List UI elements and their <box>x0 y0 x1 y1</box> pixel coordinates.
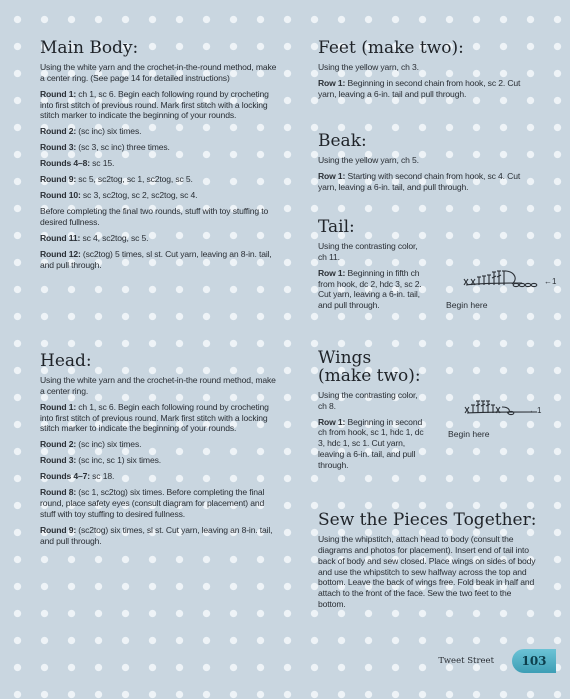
round-label: Row 1: <box>318 267 346 278</box>
paragraph-text: Using the white yarn and the crochet-in-the-round method, make a center ring. (See page 14 for detailed instructions) <box>40 61 277 83</box>
wings-begin-here-label: Begin here <box>448 429 490 439</box>
wings-paragraph <box>318 417 428 472</box>
head-paragraph <box>40 402 280 435</box>
round-label: Round 9: <box>40 524 77 535</box>
tail-paragraph <box>318 268 428 312</box>
paragraph-text: (sc inc, sc 1) six times. <box>76 455 161 466</box>
wings-heading-line-2: (make two): <box>318 365 421 386</box>
wings-heading-line-1: Wings <box>318 348 372 368</box>
feet-paragraph <box>318 62 540 73</box>
main-body-paragraph <box>40 174 280 185</box>
paragraph-text: (sc inc) six times. <box>76 126 142 137</box>
beak-section <box>318 133 540 198</box>
round-label: Row 1: <box>318 416 346 427</box>
head-heading: Head: <box>40 351 92 371</box>
main-body-paragraph <box>40 206 280 228</box>
round-label: Round 3: <box>40 142 77 153</box>
round-label: Round 8: <box>40 487 77 498</box>
tail-begin-here-label: Begin here <box>446 300 488 310</box>
paragraph-text: Beginning in second ch from hook, sc 1, hdc 1, dc 3, hdc 1, sc 1. Cut yarn, leaving a 6-in. tail, and pull through. <box>318 416 424 471</box>
sew-instructions <box>318 534 540 610</box>
main-body-paragraph <box>40 249 280 271</box>
paragraph-text: Beginning in second chain from hook, sc 2. Cut yarn, leaving a 6-in. tail and pull through. <box>318 77 521 99</box>
tail-stitch-diagram-icon <box>460 264 552 292</box>
paragraph-text: Using the white yarn and the crochet-in-the round method, make a center ring. <box>40 374 276 396</box>
paragraph-text: Using the contrasting color, ch 8. <box>318 389 418 411</box>
paragraph-text: Before completing the final two rounds, stuff with toy stuffing to desired fullness. <box>40 205 269 227</box>
paragraph-text: Using the yellow yarn, ch 5. <box>318 154 419 165</box>
wings-heading <box>318 350 428 386</box>
head-paragraph <box>40 525 280 547</box>
footer-book-title: Tweet Street <box>438 656 494 666</box>
paragraph-text: ch 1, sc 6. Begin each following round by crocheting into first stitch of previous round. Mark first stitch with a locking stitch marker to indicate the beginning of your rounds. <box>40 401 269 434</box>
feet-section <box>318 40 540 105</box>
wings-section <box>318 350 428 476</box>
head-instructions <box>40 375 280 547</box>
paragraph-text: sc 15. <box>89 158 115 169</box>
paragraph-text: ch 1, sc 6. Begin each following round by crocheting into first stitch of previous round. Mark first stitch with a locking stitch marker to indicate the beginning of your rounds. <box>40 88 269 121</box>
paragraph-text: sc 18. <box>89 471 115 482</box>
tail-stitch-diagram <box>460 264 552 292</box>
head-paragraph <box>40 375 280 397</box>
paragraph-text: (sc2tog) 5 times, sl st. Cut yarn, leaving an 8-in. tail, and pull through. <box>40 248 272 270</box>
main-body-paragraph <box>40 62 280 84</box>
main-body-paragraph <box>40 126 280 137</box>
feet-paragraph <box>318 78 540 100</box>
round-label: Round 2: <box>40 126 77 137</box>
page-number-tab <box>512 649 556 673</box>
sew-heading: Sew the Pieces Together: <box>318 510 537 530</box>
page-number: 103 <box>521 654 547 668</box>
main-body-paragraph <box>40 89 280 122</box>
paragraph-text: (sc 1, sc2tog) six times. Before completing the final round, place safety eyes (consult diagram for placement) and stuff with toy stuffing to desired fullness. <box>40 487 265 519</box>
main-body-heading: Main Body: <box>40 38 139 58</box>
wings-paragraph <box>318 390 428 412</box>
main-body-paragraph <box>40 233 280 244</box>
sew-paragraph <box>318 534 540 610</box>
round-label: Round 3: <box>40 455 77 466</box>
paragraph-text: Starting with second chain from hook, sc 4. Cut yarn, leaving a 6-in. tail, and pull through. <box>318 170 521 192</box>
round-label: Round 10: <box>40 190 81 200</box>
beak-heading: Beak: <box>318 131 367 151</box>
main-body-paragraph <box>40 142 280 153</box>
round-label: Round 1: <box>40 88 77 99</box>
main-body-section <box>40 40 280 275</box>
round-label: Round 12: <box>40 248 81 259</box>
feet-instructions <box>318 62 540 100</box>
head-paragraph <box>40 439 280 450</box>
tail-section <box>318 219 428 316</box>
head-paragraph <box>40 471 280 482</box>
wings-instructions <box>318 390 428 471</box>
paragraph-text: sc 5, sc2tog, sc 1, sc2tog, sc 5. <box>76 174 193 185</box>
paragraph-text: Using the contrasting color, ch 11. <box>318 240 418 262</box>
round-label: Round 11: <box>40 232 81 243</box>
beak-paragraph <box>318 155 540 166</box>
paragraph-text: Using the whipstitch, attach head to body (consult the diagrams and photos for placement). Insert end of tail into back of body and sew closed. Place wings on sides of body and use the whipstitch to sew halfway across the top and bottom. Leave the back of wings free. Fold beak in half and attach to the front of the face. Sew the two feet to the bottom. <box>318 533 536 610</box>
main-body-paragraph <box>40 158 280 169</box>
paragraph-text: Using the yellow yarn, ch 3. <box>318 61 419 72</box>
main-body-instructions <box>40 62 280 271</box>
head-section <box>40 353 280 552</box>
round-label: Rounds 4–7: <box>40 471 90 482</box>
round-label: Row 1: <box>318 77 346 88</box>
tail-heading: Tail: <box>318 217 355 237</box>
wings-row-arrow-label: ←1 <box>529 406 542 415</box>
beak-instructions <box>318 155 540 193</box>
paragraph-text: sc 3, sc2tog, sc 2, sc2tog, sc 4. <box>80 190 198 200</box>
head-paragraph <box>40 455 280 466</box>
round-label: Round 1: <box>40 401 77 412</box>
tail-row-arrow-label: ←1 <box>544 277 557 286</box>
feet-heading: Feet (make two): <box>318 38 464 58</box>
beak-paragraph <box>318 171 540 193</box>
round-label: Row 1: <box>318 170 346 181</box>
round-label: Round 2: <box>40 439 77 450</box>
tail-instructions <box>318 241 428 311</box>
paragraph-text: sc 4, sc2tog, sc 5. <box>80 232 149 243</box>
round-label: Round 9: <box>40 174 77 185</box>
paragraph-text: (sc inc) six times. <box>76 439 142 450</box>
round-label: Rounds 4–8: <box>40 158 90 169</box>
paragraph-text: (sc2tog) six times, sl st. Cut yarn, leaving an 8-in. tail, and pull through. <box>40 524 273 546</box>
sew-section <box>318 512 540 615</box>
paragraph-text: (sc 3, sc inc) three times. <box>76 142 170 153</box>
paragraph-text: Beginning in fifth ch from hook, dc 2, hdc 3, sc 2. Cut yarn, leaving a 6-in. tail, and pull through. <box>318 267 422 311</box>
main-body-paragraph <box>40 190 280 201</box>
tail-paragraph <box>318 241 428 263</box>
head-paragraph <box>40 487 280 520</box>
